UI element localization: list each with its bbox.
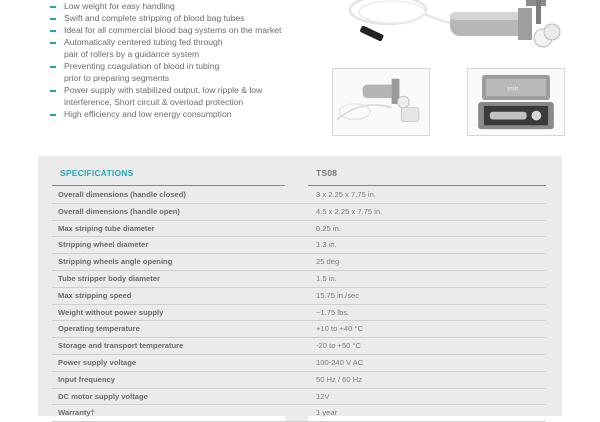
spec-row (52, 237, 546, 254)
bullet-dash-icon (50, 30, 56, 32)
column-gap (285, 204, 308, 220)
spec-header-model-text: TS08 (316, 168, 338, 178)
spec-value: 1.3 in. (316, 240, 337, 250)
bullet-dash-icon (50, 66, 56, 68)
spec-label: Overall dimensions (handle closed) (58, 190, 186, 199)
spec-value: 12V (316, 391, 330, 401)
carrying-case-thumbnail (467, 68, 565, 136)
column-gap (285, 271, 308, 287)
spec-row (52, 221, 546, 238)
feature-text: Preventing coagulation of blood in tubing (64, 61, 220, 71)
spec-value: 4.5 x 2.25 x 7.75 in. (316, 206, 383, 216)
spec-label: Input frequency (58, 374, 115, 384)
spec-header-label (52, 165, 285, 186)
column-gap (285, 405, 308, 421)
feature-text: Automatically centered tubing fed through (64, 37, 223, 47)
spec-label: Storage and transport temperature (58, 341, 184, 351)
feature-list (50, 0, 320, 120)
spec-rows (52, 187, 546, 422)
product-hero-image (330, 0, 565, 62)
spec-label: Overall dimensions (handle open) (58, 206, 180, 216)
specifications-table (38, 156, 562, 416)
spec-row (52, 204, 546, 221)
spec-row (52, 338, 546, 355)
spec-label: Power supply voltage (58, 357, 137, 367)
feature-text: Ideal for all commercial blood bag systems on the market (64, 25, 282, 35)
feature-text: pair of rollers by a guidance system (64, 49, 200, 59)
spec-label: DC motor supply voltage (58, 391, 148, 401)
spec-label: Stripping wheel diameter (58, 240, 149, 250)
spec-row (52, 288, 546, 305)
feature-item (50, 24, 320, 36)
column-gap (285, 372, 308, 388)
column-gap (285, 187, 308, 203)
bullet-dash-icon (50, 42, 56, 44)
spec-value: 1.5 in. (316, 273, 337, 283)
spec-label: Weight without power supply (58, 307, 164, 317)
column-gap (285, 237, 308, 253)
bullet-dash-icon (50, 6, 56, 8)
column-gap (285, 305, 308, 321)
feature-text: Swift and complete stripping of blood bag tubes (64, 13, 245, 23)
spec-row (52, 305, 546, 322)
spec-value: 15.75 in./sec (316, 290, 360, 300)
column-gap (285, 389, 308, 405)
spec-label: Operating temperature (58, 324, 140, 334)
spec-row (52, 254, 546, 271)
spec-value: 25 deg (316, 257, 340, 267)
feature-text: prior to preparing segments (64, 73, 170, 83)
spec-value: 0.25 in. (316, 223, 341, 233)
column-gap (285, 338, 308, 354)
spec-value: ~1.75 lbs. (316, 307, 350, 317)
column-gap (285, 254, 308, 270)
feature-text: High efficiency and low energy consumption (64, 109, 232, 119)
spec-value: 1 year (316, 408, 338, 418)
spec-row (52, 405, 546, 422)
spec-row (52, 271, 546, 288)
tube-stripper-illustration (330, 0, 565, 62)
column-gap (285, 221, 308, 237)
feature-item (50, 108, 320, 120)
spec-value: -20 to +50 °C (316, 341, 362, 351)
bullet-dash-icon (50, 114, 56, 116)
spec-row (52, 187, 546, 204)
feature-text: interference, Short circuit & overload protection (64, 97, 244, 107)
spec-value: 3 x 2.25 x 7.75 in. (316, 190, 376, 199)
spec-label: Warranty† (58, 408, 95, 418)
spec-row (52, 321, 546, 338)
spec-value: +10 to +40 °C (316, 324, 363, 334)
spec-label: Max stripping speed (58, 290, 132, 300)
bullet-dash-icon (50, 90, 56, 92)
spec-label: Max striping tube diameter (58, 223, 155, 233)
feature-text: Power supply with stabilized output, low ripple & low (64, 85, 263, 95)
spec-label: Stripping wheels angle opening (58, 257, 173, 267)
carrying-case-illustration (468, 69, 564, 135)
spec-header-label-text: SPECIFICATIONS (60, 168, 134, 178)
spec-value: 100-240 V AC (316, 357, 364, 367)
product-in-use-thumbnail (332, 68, 430, 136)
feature-item (50, 36, 320, 60)
spec-header-model (308, 165, 546, 186)
spec-row (52, 389, 546, 406)
feature-text: Low weight for easy handling (64, 1, 175, 11)
case-logo: tmb (507, 85, 519, 93)
column-gap (285, 321, 308, 337)
column-gap (285, 355, 308, 371)
feature-item (50, 84, 320, 108)
spec-label: Tube stripper body diameter (58, 273, 160, 283)
stripper-in-use-illustration (333, 69, 429, 135)
spec-value: 50 Hz / 60 Hz (316, 374, 363, 384)
spec-row (52, 372, 546, 389)
feature-item (50, 60, 320, 84)
column-gap (285, 288, 308, 304)
feature-item (50, 0, 320, 12)
spec-row (52, 355, 546, 372)
feature-item (50, 12, 320, 24)
bullet-dash-icon (50, 18, 56, 20)
